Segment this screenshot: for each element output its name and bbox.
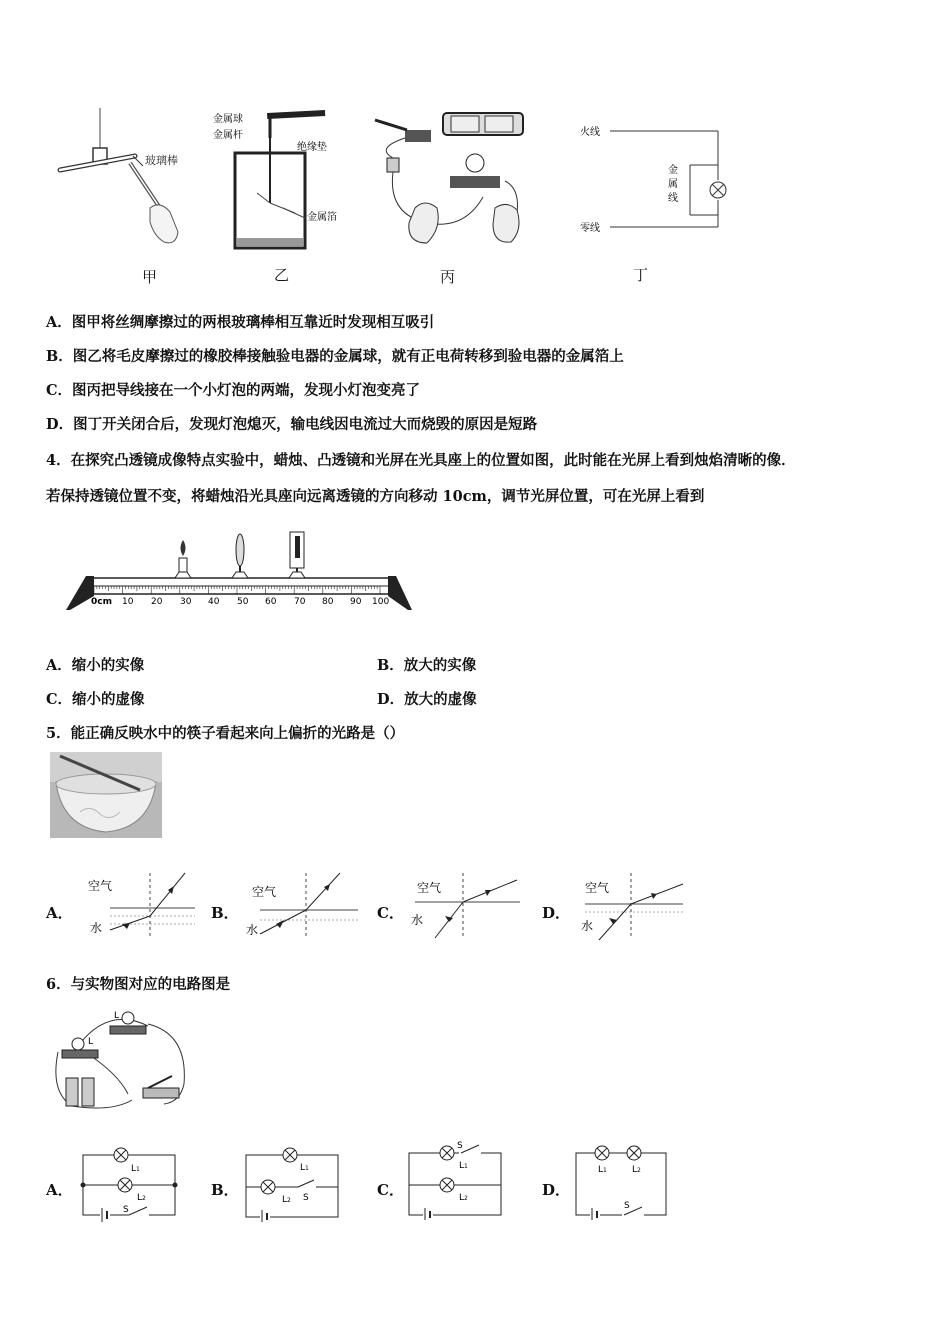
figure-label-bing: 丙	[440, 268, 456, 286]
water-label: 水	[411, 913, 424, 927]
bowl-photo	[50, 752, 162, 838]
fig-d-label-live: 火线	[580, 127, 600, 138]
q4-stem-line2: 若保持透镜位置不变，将蜡烛沿光具座向远离透镜的方向移动 10cm，调节光屏位置，可在光屏上看到	[46, 488, 705, 505]
q3-option-d: D．图丁开关闭合后，发现灯泡熄灭，输电线因电流过大而烧毁的原因是短路	[46, 416, 538, 433]
fig-a-label: 玻璃棒	[145, 154, 178, 167]
figure-label-ding: 丁	[633, 266, 649, 284]
light-screen	[289, 532, 305, 578]
ruler-label: 70	[294, 597, 306, 607]
air-label: 空气	[88, 879, 113, 893]
figure-label-yi: 乙	[274, 266, 290, 284]
ruler-label: 10	[122, 597, 134, 607]
q5-diagram-c	[405, 868, 525, 943]
q6-option-a-letter: A．	[46, 1181, 73, 1199]
q4-option-b: B．放大的实像	[377, 657, 477, 674]
svg-text:S: S	[303, 1193, 309, 1203]
candle	[175, 540, 191, 578]
q4-stem-line1: 4．在探究凸透镜成像特点实验中，蜡烛、凸透镜和光屏在光具座上的位置如图，此时能在光屏上看到烛焰清晰的像．	[46, 452, 796, 469]
q4-option-c: C．缩小的虚像	[46, 691, 145, 708]
q6-diagram-a	[75, 1140, 185, 1222]
air-label: 空气	[252, 885, 277, 899]
q6-diagram-d	[572, 1138, 672, 1222]
convex-lens	[232, 534, 248, 578]
q5-option-d-letter: D．	[542, 904, 571, 922]
q4-option-d: D．放大的虚像	[377, 691, 477, 708]
photo-label-l2: L	[88, 1037, 94, 1047]
svg-text:L1: L1	[300, 1163, 309, 1173]
q3-option-a: A．图甲将丝绸摩擦过的两根玻璃棒相互靠近时发现相互吸引	[46, 314, 435, 331]
ruler-label: 30	[180, 597, 192, 607]
svg-text:L2: L2	[282, 1195, 291, 1205]
air-label: 空气	[585, 881, 610, 895]
q6-stem: 6．与实物图对应的电路图是	[46, 976, 231, 993]
q5-diagram-a	[80, 868, 200, 943]
q6-option-d-letter: D．	[542, 1181, 571, 1199]
svg-text:S: S	[123, 1205, 129, 1215]
fig-d-label-jin: 金	[668, 165, 678, 176]
figure-label-jia: 甲	[142, 268, 158, 286]
fig-b-label-pad: 绝缘垫	[297, 142, 327, 153]
fig-b-label-ball: 金属球	[213, 114, 243, 125]
svg-text:L1: L1	[131, 1164, 140, 1174]
fig-d-label-shu: 属	[668, 179, 678, 190]
q3-option-b: B．图乙将毛皮摩擦过的橡胶棒接触验电器的金属球，就有正电荷转移到验电器的金属箔上	[46, 348, 624, 365]
q5-stem: 5．能正确反映水中的筷子看起来向上偏折的光路是（）	[46, 725, 405, 742]
water-label: 水	[581, 919, 594, 933]
ruler-label: 80	[322, 597, 334, 607]
ruler-label: 40	[208, 597, 220, 607]
svg-text:L1: L1	[459, 1161, 468, 1171]
figure-bing	[365, 108, 540, 258]
q6-option-c-letter: C．	[377, 1181, 404, 1199]
ruler-label: 20	[151, 597, 163, 607]
ruler-label: 90	[350, 597, 362, 607]
q6-diagram-b	[240, 1140, 350, 1222]
ruler-labels	[91, 597, 389, 607]
q6-option-b-letter: B．	[211, 1181, 239, 1199]
optical-bench	[66, 528, 416, 618]
svg-text:S: S	[457, 1141, 463, 1151]
svg-text:L1: L1	[598, 1165, 607, 1175]
photo-label-l1: L	[114, 1011, 120, 1021]
svg-text:L2: L2	[632, 1165, 641, 1175]
svg-text:S: S	[624, 1201, 630, 1211]
q5-diagram-b	[240, 868, 360, 943]
q5-option-b-letter: B．	[211, 904, 239, 922]
ruler-label: 100	[372, 597, 390, 607]
fig-b-label-foil: 金属箔	[307, 212, 337, 223]
svg-text:L2: L2	[459, 1193, 468, 1203]
air-label: 空气	[417, 881, 442, 895]
figure-ding	[570, 115, 740, 240]
q6-diagram-c	[405, 1138, 515, 1222]
ruler-label: 0cm	[91, 597, 112, 607]
q5-option-c-letter: C．	[377, 904, 404, 922]
fig-d-label-xian: 线	[668, 193, 678, 204]
fig-b-label-rod: 金属杆	[213, 130, 243, 141]
q4-option-a: A．缩小的实像	[46, 657, 145, 674]
q5-option-a-letter: A．	[46, 904, 73, 922]
figure-jia	[55, 108, 190, 258]
q5-diagram-d	[575, 868, 695, 943]
circuit-photo	[48, 1006, 188, 1111]
water-label: 水	[246, 923, 259, 937]
ruler-label: 60	[265, 597, 277, 607]
ruler-label: 50	[237, 597, 249, 607]
q3-option-c: C．图丙把导线接在一个小灯泡的两端，发现小灯泡变亮了	[46, 382, 421, 399]
fig-d-label-neutral: 零线	[580, 223, 600, 234]
water-label: 水	[90, 921, 103, 935]
figure-yi	[205, 108, 345, 258]
svg-text:L2: L2	[137, 1193, 146, 1203]
